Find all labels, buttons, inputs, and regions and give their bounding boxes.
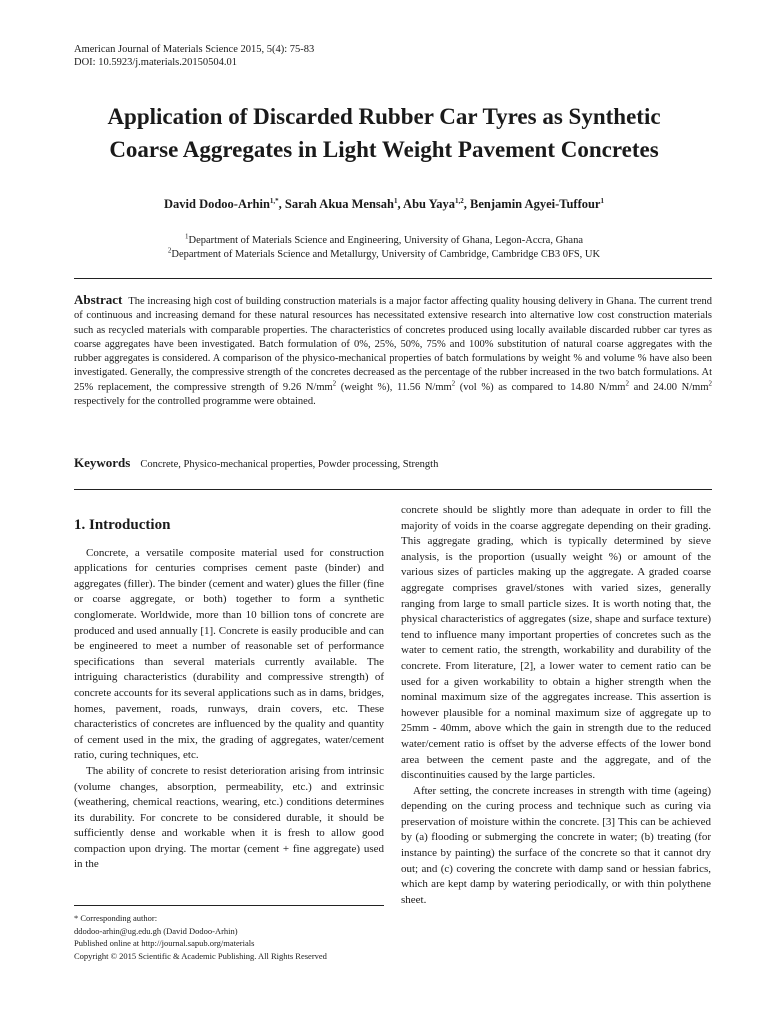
author-separator: , xyxy=(463,197,471,211)
author-affiliation-mark: 1 xyxy=(600,196,604,205)
header-divider xyxy=(74,278,712,279)
author-affiliation-mark: 1 xyxy=(393,196,398,205)
journal-citation: American Journal of Materials Science 2015, 5(4): 75-83 xyxy=(74,44,315,55)
footnote-email: ddodoo-arhin@ug.edu.gh (David Dodoo-Arhin) xyxy=(74,925,238,936)
abstract-divider xyxy=(74,489,712,490)
journal-doi: DOI: 10.5923/j.materials.20150504.01 xyxy=(74,57,238,68)
author-name: Sarah Akua Mensah xyxy=(284,197,394,211)
affiliation-text: Department of Materials Science and Engineering, University of Ghana, Legon-Accra, Ghana xyxy=(188,235,583,246)
keywords-heading: Keywords xyxy=(74,455,131,470)
abstract-heading: Abstract xyxy=(74,292,123,307)
affiliation-text: Department of Materials Science and Metallurgy, University of Cambridge, Cambridge CB3 0FS, UK xyxy=(171,249,601,260)
superscript: 2 xyxy=(708,379,712,388)
author-list xyxy=(40,197,728,212)
keywords-text: Concrete, Physico-mechanical properties, Powder processing, Strength xyxy=(140,459,439,470)
abstract-text: (vol %) as compared to 14.80 N/mm xyxy=(455,381,626,393)
title-line-1: Application of Discarded Rubber Car Tyres as Synthetic xyxy=(107,104,661,129)
abstract-text: (weight %), 11.56 N/mm xyxy=(336,381,452,393)
superscript: 2 xyxy=(332,379,337,388)
paragraph: Concrete, a versatile composite material used for construction applications for centuries comprises cement paste (binder) and aggregates (filler). The binder (cement and water) glues the filler (fine or coarse aggregate, or both) together to form a synthetic conglomerate. Worldwide, more than 10 billion tons of concrete are produced and used annually [1]. Concrete is easily producible and can be engineered to meet a number of reasonable set of performance specifications than several materials currently available. The intriguing characteristics (durability and compressive strength) of concrete accounts for its several applications such as in dams, bridges, homes, pavement, roads, runways, drain covers, etc. These characteristics of concretes are influenced by the quality and quantity of cement used in the mix, the grading of aggregates, water/cement ratio, curing techniques, etc. xyxy=(74,546,384,762)
title-line-2: Coarse Aggregates in Light Weight Pavement Concretes xyxy=(109,137,659,162)
abstract xyxy=(74,293,712,409)
author-name: Benjamin Agyei-Tuffour xyxy=(470,197,601,211)
author-affiliation-mark: 1,* xyxy=(269,196,279,205)
superscript: 2 xyxy=(625,379,629,388)
author-separator: , xyxy=(278,197,285,211)
paper-title xyxy=(40,100,728,166)
right-column xyxy=(401,503,711,908)
abstract-text: respectively for the controlled programme were obtained. xyxy=(74,396,316,408)
affiliation-line xyxy=(40,234,728,248)
author-separator: , xyxy=(397,197,404,211)
affiliation-mark: 1 xyxy=(185,232,189,241)
abstract-text: and 24.00 N/mm xyxy=(628,381,709,393)
keywords xyxy=(74,455,712,471)
footnote-line: Published online at http://journal.sapub.org/materials xyxy=(74,938,255,948)
author-name: Abu Yaya xyxy=(403,197,456,211)
left-column xyxy=(74,500,384,873)
footnote-divider xyxy=(74,905,384,906)
section-heading: 1. Introduction xyxy=(74,517,171,533)
author-name: David Dodoo-Arhin xyxy=(164,197,270,211)
paragraph: concrete should be slightly more than adequate in order to fill the majority of voids in the coarse aggregate depending on their grading. This aggregate grading, which is typically determined by sieve analysis, is the proportion (usually weight %) or amount of the various sizes of particles making up the aggregate. A graded coarse aggregate comprises gravel/stones with varied sizes, generally ranging from large to small particle sizes. It is worth noting that, the physical characteristics of aggregates (size, shape and surface texture) tend to influence many important properties of concretes such as the water to cement ratio, the strength, workability and durability of the concrete. From literature, [2], a lower water to cement ratio can be used for a given workability to obtain a higher strength when the nominal maximum size of the aggregates increase. This assertion is however plausible for a nominal maximum size of aggregate up to 25mm - 40mm, above which the gain in strength due to the reduced water/cement ratio is offset by the adverse effects of the lower bond area between the cement paste and the aggregate, and of the discontinuities caused by the large particles. xyxy=(401,504,711,782)
footnote xyxy=(74,912,394,962)
journal-header xyxy=(74,43,314,69)
affiliations xyxy=(40,234,728,262)
footnote-line: * Corresponding author: xyxy=(74,913,158,923)
affiliation-line xyxy=(40,248,728,262)
paragraph: The ability of concrete to resist deterioration arising from intrinsic (volume changes, absorption, permeability, etc.) and extrinsic (weathering, chemical reactions, wearing, etc.) conditions determines its durability. For concrete to be considered durable, it should be sufficiently dense and workable when it is fresh to allow good compaction upon drying. The mortar (cement + fine aggregate) used in the xyxy=(74,764,384,871)
footnote-copyright: Copyright © 2015 Scientific & Academic Publishing. All Rights Reserved xyxy=(74,950,327,961)
paragraph: After setting, the concrete increases in strength with time (ageing) depending on the curing process and technique such as curing via preservation of moisture within the concrete. [3] This can be achieved by (a) flooding or submerging the concrete in water; (b) treating (for instance by painting) the surface of the concrete so that it cannot dry out; and (c) covering the concrete with damp sand or hessian fabrics, which are kept damp by watering periodically, or with thin polythene sheet. xyxy=(401,784,711,906)
author-affiliation-mark: 1,2 xyxy=(455,196,464,205)
superscript: 2 xyxy=(451,379,456,388)
affiliation-mark: 2 xyxy=(167,246,172,255)
abstract-text: The increasing high cost of building construction materials is a major factor affecting quality housing delivery in Ghana. The current trend of continuous and increasing demand for these natural resources has necessitated extensive research into alternative low cost construction materials such as recycled materials with comparable properties. The characteristics of concretes produced using locally available discarded rubber car tyres as coarse aggregates have been investigated. Batch formulation of 0%, 25%, 50%, 75% and 100% substitution of natural coarse aggregates with the rubber aggregates is considered. A comparison of the physico-mechanical properties of batch formulations by weight % and volume % have also been investigated. Generally, the compressive strength of the concretes decreased as the percentage of the rubber increased in the two batch formulations. At 25% replacement, the compressive strength of 9.26 N/mm xyxy=(74,296,712,393)
